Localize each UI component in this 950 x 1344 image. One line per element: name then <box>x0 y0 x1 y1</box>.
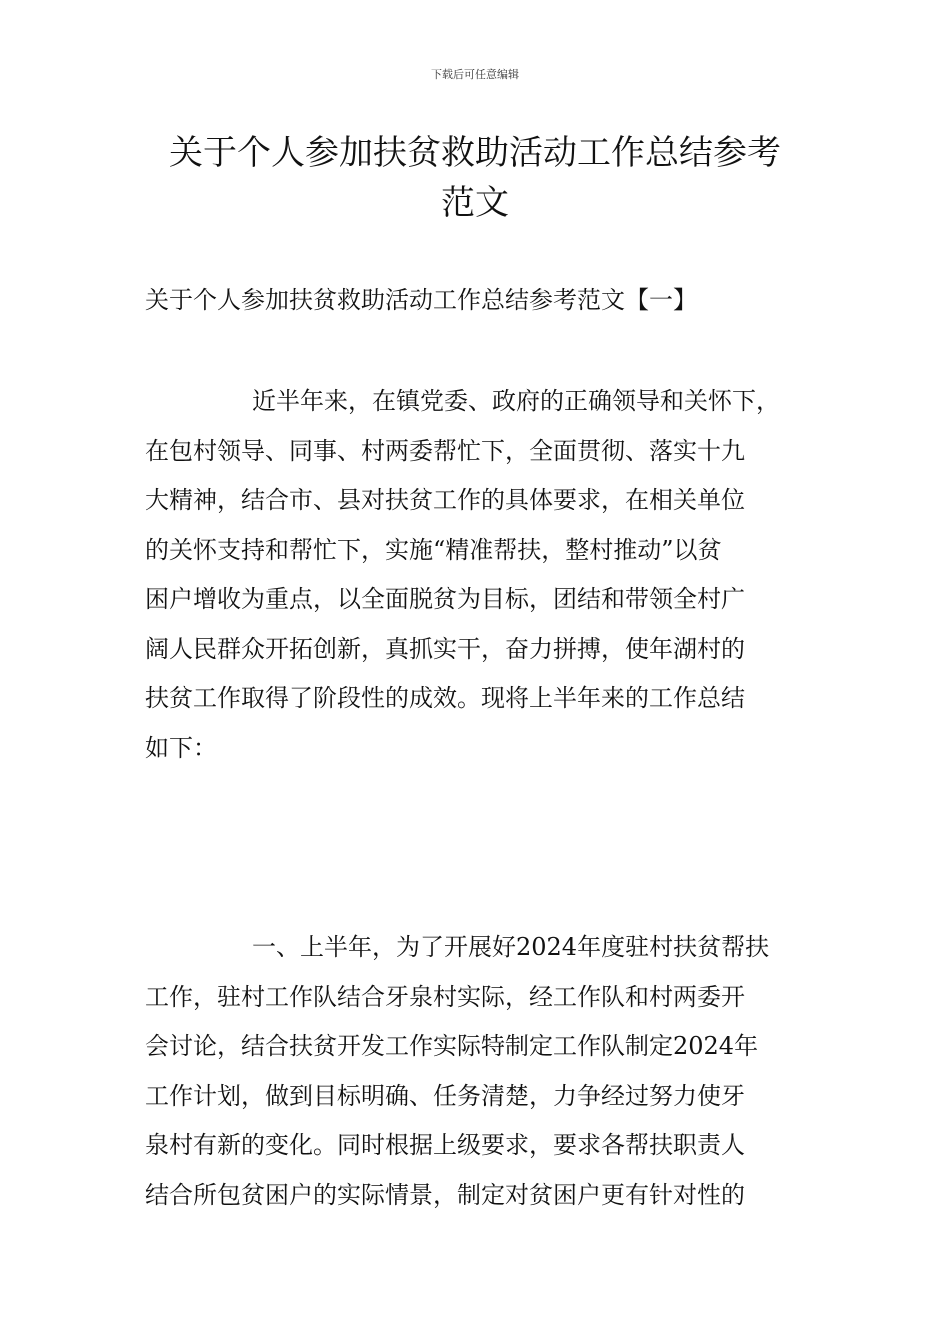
paragraph-line: 阔人民群众开拓创新，真抓实干，奋力拼搏，使年湖村的 <box>145 634 745 663</box>
paragraph-line: 工作，驻村工作队结合牙泉村实际，经工作队和村两委开 <box>145 982 745 1011</box>
paragraph-line: 在包村领导、同事、村两委帮忙下，全面贯彻、落实十九 <box>145 436 745 465</box>
section-heading: 关于个人参加扶贫救助活动工作总结参考范文【一】 <box>145 286 697 314</box>
document-title-line-1: 关于个人参加扶贫救助活动工作总结参考 <box>169 133 781 173</box>
paragraph-line: 困户增收为重点，以全面脱贫为目标，团结和带领全村广 <box>145 585 745 613</box>
paragraph-line: 的关怀支持和帮忙下，实施“精准帮扶，整村推动”以贫 <box>145 535 722 564</box>
paragraph-line: 一、上半年，为了开展好2024年度驻村扶贫帮扶 <box>252 933 770 961</box>
document-title-line-2: 范文 <box>441 183 509 223</box>
document-title <box>100 128 850 228</box>
paragraph-line: 泉村有新的变化。同时根据上级要求，要求各帮扶职责人 <box>145 1131 745 1159</box>
paragraph-line: 大精神，结合市、县对扶贫工作的具体要求，在相关单位 <box>145 486 745 514</box>
paragraph-1 <box>145 377 825 773</box>
paragraph-line: 结合所包贫困户的实际情景，制定对贫困户更有针对性的 <box>145 1180 745 1209</box>
paragraph-line: 扶贫工作取得了阶段性的成效。现将上半年来的工作总结 <box>145 684 745 712</box>
paragraph-line: 如下： <box>145 733 217 762</box>
paragraph-line: 近半年来，在镇党委、政府的正确领导和关怀下， <box>252 387 780 415</box>
header-note: 下载后可任意编辑 <box>431 68 519 81</box>
paragraph-2 <box>145 923 825 1220</box>
paragraph-line: 会讨论，结合扶贫开发工作实际特制定工作队制定2024年 <box>145 1032 759 1060</box>
paragraph-line: 工作计划，做到目标明确、任务清楚，力争经过努力使牙 <box>145 1081 745 1110</box>
